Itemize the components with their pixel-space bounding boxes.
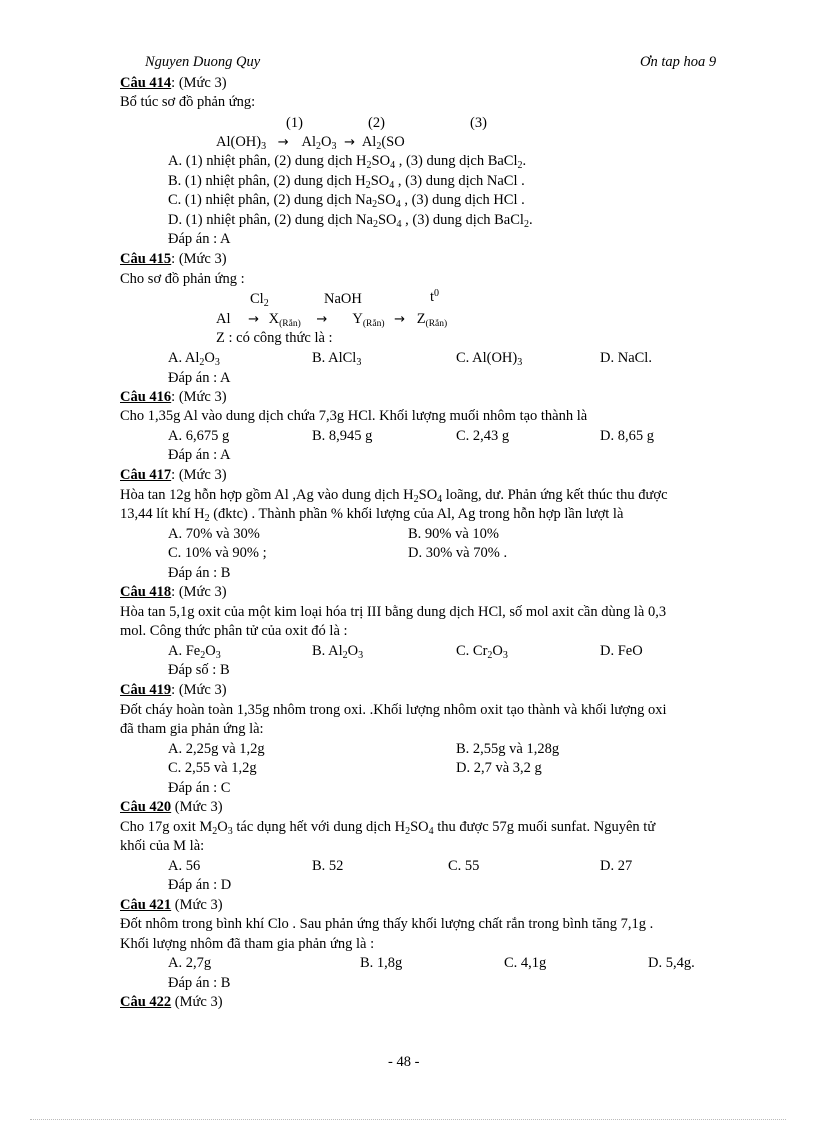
- question-416-heading: Câu 416: (Mức 3): [120, 389, 227, 405]
- arrow-icon: →: [277, 135, 289, 150]
- answer: Đáp án : A: [168, 370, 231, 386]
- option-d: D. 5,4g.: [648, 955, 695, 971]
- question-417-text: Hòa tan 12g hỗn hợp gồm Al ,Ag vào dung dịch $H_2SO_4$ loãng, dư. Phản ứng kết thúc thu được: [120, 487, 668, 505]
- reagent-label: $t^0$: [430, 288, 440, 305]
- arrow-icon: →: [394, 312, 406, 327]
- question-421-heading: Câu 421 (Mức 3): [120, 897, 223, 913]
- question-417-heading: Câu 417: (Mức 3): [120, 467, 227, 483]
- reaction-scheme-415: $Al \to X_{(Rắn)} \to Y_{(Rắn)} \to Z_{(Rắn)}$: [216, 311, 448, 329]
- option-d: D. 2,7 và 3,2 g: [456, 760, 542, 776]
- option-d: D. NaCl.: [600, 350, 652, 366]
- arrow-icon: →: [248, 312, 260, 327]
- question-419-text: Đốt cháy hoàn toàn 1,35g nhôm trong oxi. .Khối lượng nhôm oxit tạo thành và khối lượng oxi: [120, 702, 667, 718]
- option-b: B. 8,945 g: [312, 428, 373, 444]
- option-c: C. $Al(OH)_3$: [456, 350, 523, 368]
- option-a: A. 70% và 30%: [168, 526, 260, 542]
- question-415-z: Z : có công thức là :: [216, 330, 333, 346]
- question-418-text-cont: mol. Công thức phân tử của oxit đó là :: [120, 623, 348, 639]
- question-415-heading: Câu 415: (Mức 3): [120, 251, 227, 267]
- answer: Đáp án : B: [168, 975, 231, 991]
- question-414-prompt: Bổ túc sơ đồ phản ứng:: [120, 94, 256, 110]
- question-418-text: Hòa tan 5,1g oxit của một kim loại hóa trị III bằng dung dịch HCl, số mol axit cần dùng là 0,3: [120, 604, 667, 620]
- option-d: D. 8,65 g: [600, 428, 654, 444]
- option-d: D. FeO: [600, 643, 643, 659]
- option-b: B. 2,55g và 1,28g: [456, 741, 560, 757]
- option-a: A. 2,7g: [168, 955, 212, 971]
- option-a: A. $Fe_2O_3$: [168, 643, 221, 661]
- header-course: Ơn tap hoa 9: [640, 54, 717, 70]
- option-d: D. (1) nhiệt phân, (2) dung dịch $Na_2SO_4$ , (3) dung dịch BaCl$_2$.: [168, 212, 533, 230]
- answer: Đáp số : B: [168, 662, 230, 678]
- question-422-heading: Câu 422 (Mức 3): [120, 994, 223, 1010]
- option-b: B. 52: [312, 858, 344, 874]
- option-c: C. 2,55 và 1,2g: [168, 760, 257, 776]
- option-c: C. 55: [448, 858, 480, 874]
- option-a: A. 56: [168, 858, 201, 874]
- option-d: D. 30% và 70% .: [408, 545, 508, 561]
- question-418-heading: Câu 418: (Mức 3): [120, 584, 227, 600]
- question-415-prompt: Cho sơ đồ phản ứng :: [120, 271, 245, 287]
- option-b: B. 90% và 10%: [408, 526, 500, 542]
- answer: Đáp án : C: [168, 780, 231, 796]
- option-c: C. (1) nhiệt phân, (2) dung dịch $Na_2SO_4$ , (3) dung dịch HCl .: [168, 192, 525, 210]
- question-420-heading: Câu 420 (Mức 3): [120, 799, 223, 815]
- question-419-heading: Câu 419: (Mức 3): [120, 682, 227, 698]
- option-b: B. (1) nhiệt phân, (2) dung dịch $H_2SO_4$ , (3) dung dịch NaCl .: [168, 173, 525, 191]
- step-label: (2): [368, 115, 385, 131]
- option-c: C. 4,1g: [504, 955, 547, 971]
- page-number: - 48 -: [388, 1054, 420, 1070]
- option-a: A. (1) nhiệt phân, (2) dung dịch $H_2SO_4$ , (3) dung dịch BaCl$_2$.: [168, 153, 527, 171]
- header-author: Nguyen Duong Quy: [145, 54, 261, 70]
- arrow-icon: →: [344, 135, 355, 150]
- page-divider: [30, 1119, 786, 1120]
- question-420-text-cont: khối của M là:: [120, 838, 205, 854]
- option-c: C. 2,43 g: [456, 428, 510, 444]
- option-a: A. 2,25g và 1,2g: [168, 741, 265, 757]
- option-c: C. $Cr_2O_3$: [456, 643, 508, 661]
- question-417-text-cont: 13,44 lít khí $H_2$ (đktc) . Thành phần % khối lượng của Al, Ag trong hỗn hợp lần lượt là: [120, 506, 624, 524]
- step-label: (1): [286, 115, 303, 131]
- answer: Đáp án : B: [168, 565, 231, 581]
- option-b: B. AlCl$_3$: [312, 350, 362, 368]
- answer: Đáp án : D: [168, 877, 232, 893]
- option-a: A. 6,675 g: [168, 428, 230, 444]
- question-421-text: Đốt nhôm trong bình khí Clo . Sau phản ứng thấy khối lượng chất rắn trong bình tăng 7,1g .: [120, 916, 654, 932]
- option-a: A. $Al_2O_3$: [168, 350, 220, 368]
- question-416-text: Cho 1,35g Al vào dung dịch chứa 7,3g HCl. Khối lượng muối nhôm tạo thành là: [120, 408, 588, 424]
- reaction-scheme-414: $Al(OH)_3 \to Al_2O_3 \to Al_2(SO$: [216, 134, 405, 152]
- question-419-text-cont: đã tham gia phản ứng là:: [120, 721, 264, 737]
- reagent-label: $Cl_2$: [250, 291, 269, 309]
- option-b: B. 1,8g: [360, 955, 403, 971]
- question-414-heading: Câu 414: (Mức 3): [120, 75, 227, 91]
- option-d: D. 27: [600, 858, 633, 874]
- option-c: C. 10% và 90% ;: [168, 545, 267, 561]
- question-421-text-cont: Khối lượng nhôm đã tham gia phản ứng là :: [120, 936, 375, 952]
- option-b: B. $Al_2O_3$: [312, 643, 364, 661]
- question-420-text: Cho 17g oxit $M_2O_3$ tác dụng hết với dung dịch $H_2SO_4$ thu được 57g muối sunfat. Nguyên tử: [120, 819, 656, 837]
- step-label: (3): [470, 115, 487, 131]
- arrow-icon: →: [316, 312, 328, 327]
- reagent-label: NaOH: [324, 291, 362, 307]
- answer: Đáp án : A: [168, 231, 231, 247]
- answer: Đáp án : A: [168, 447, 231, 463]
